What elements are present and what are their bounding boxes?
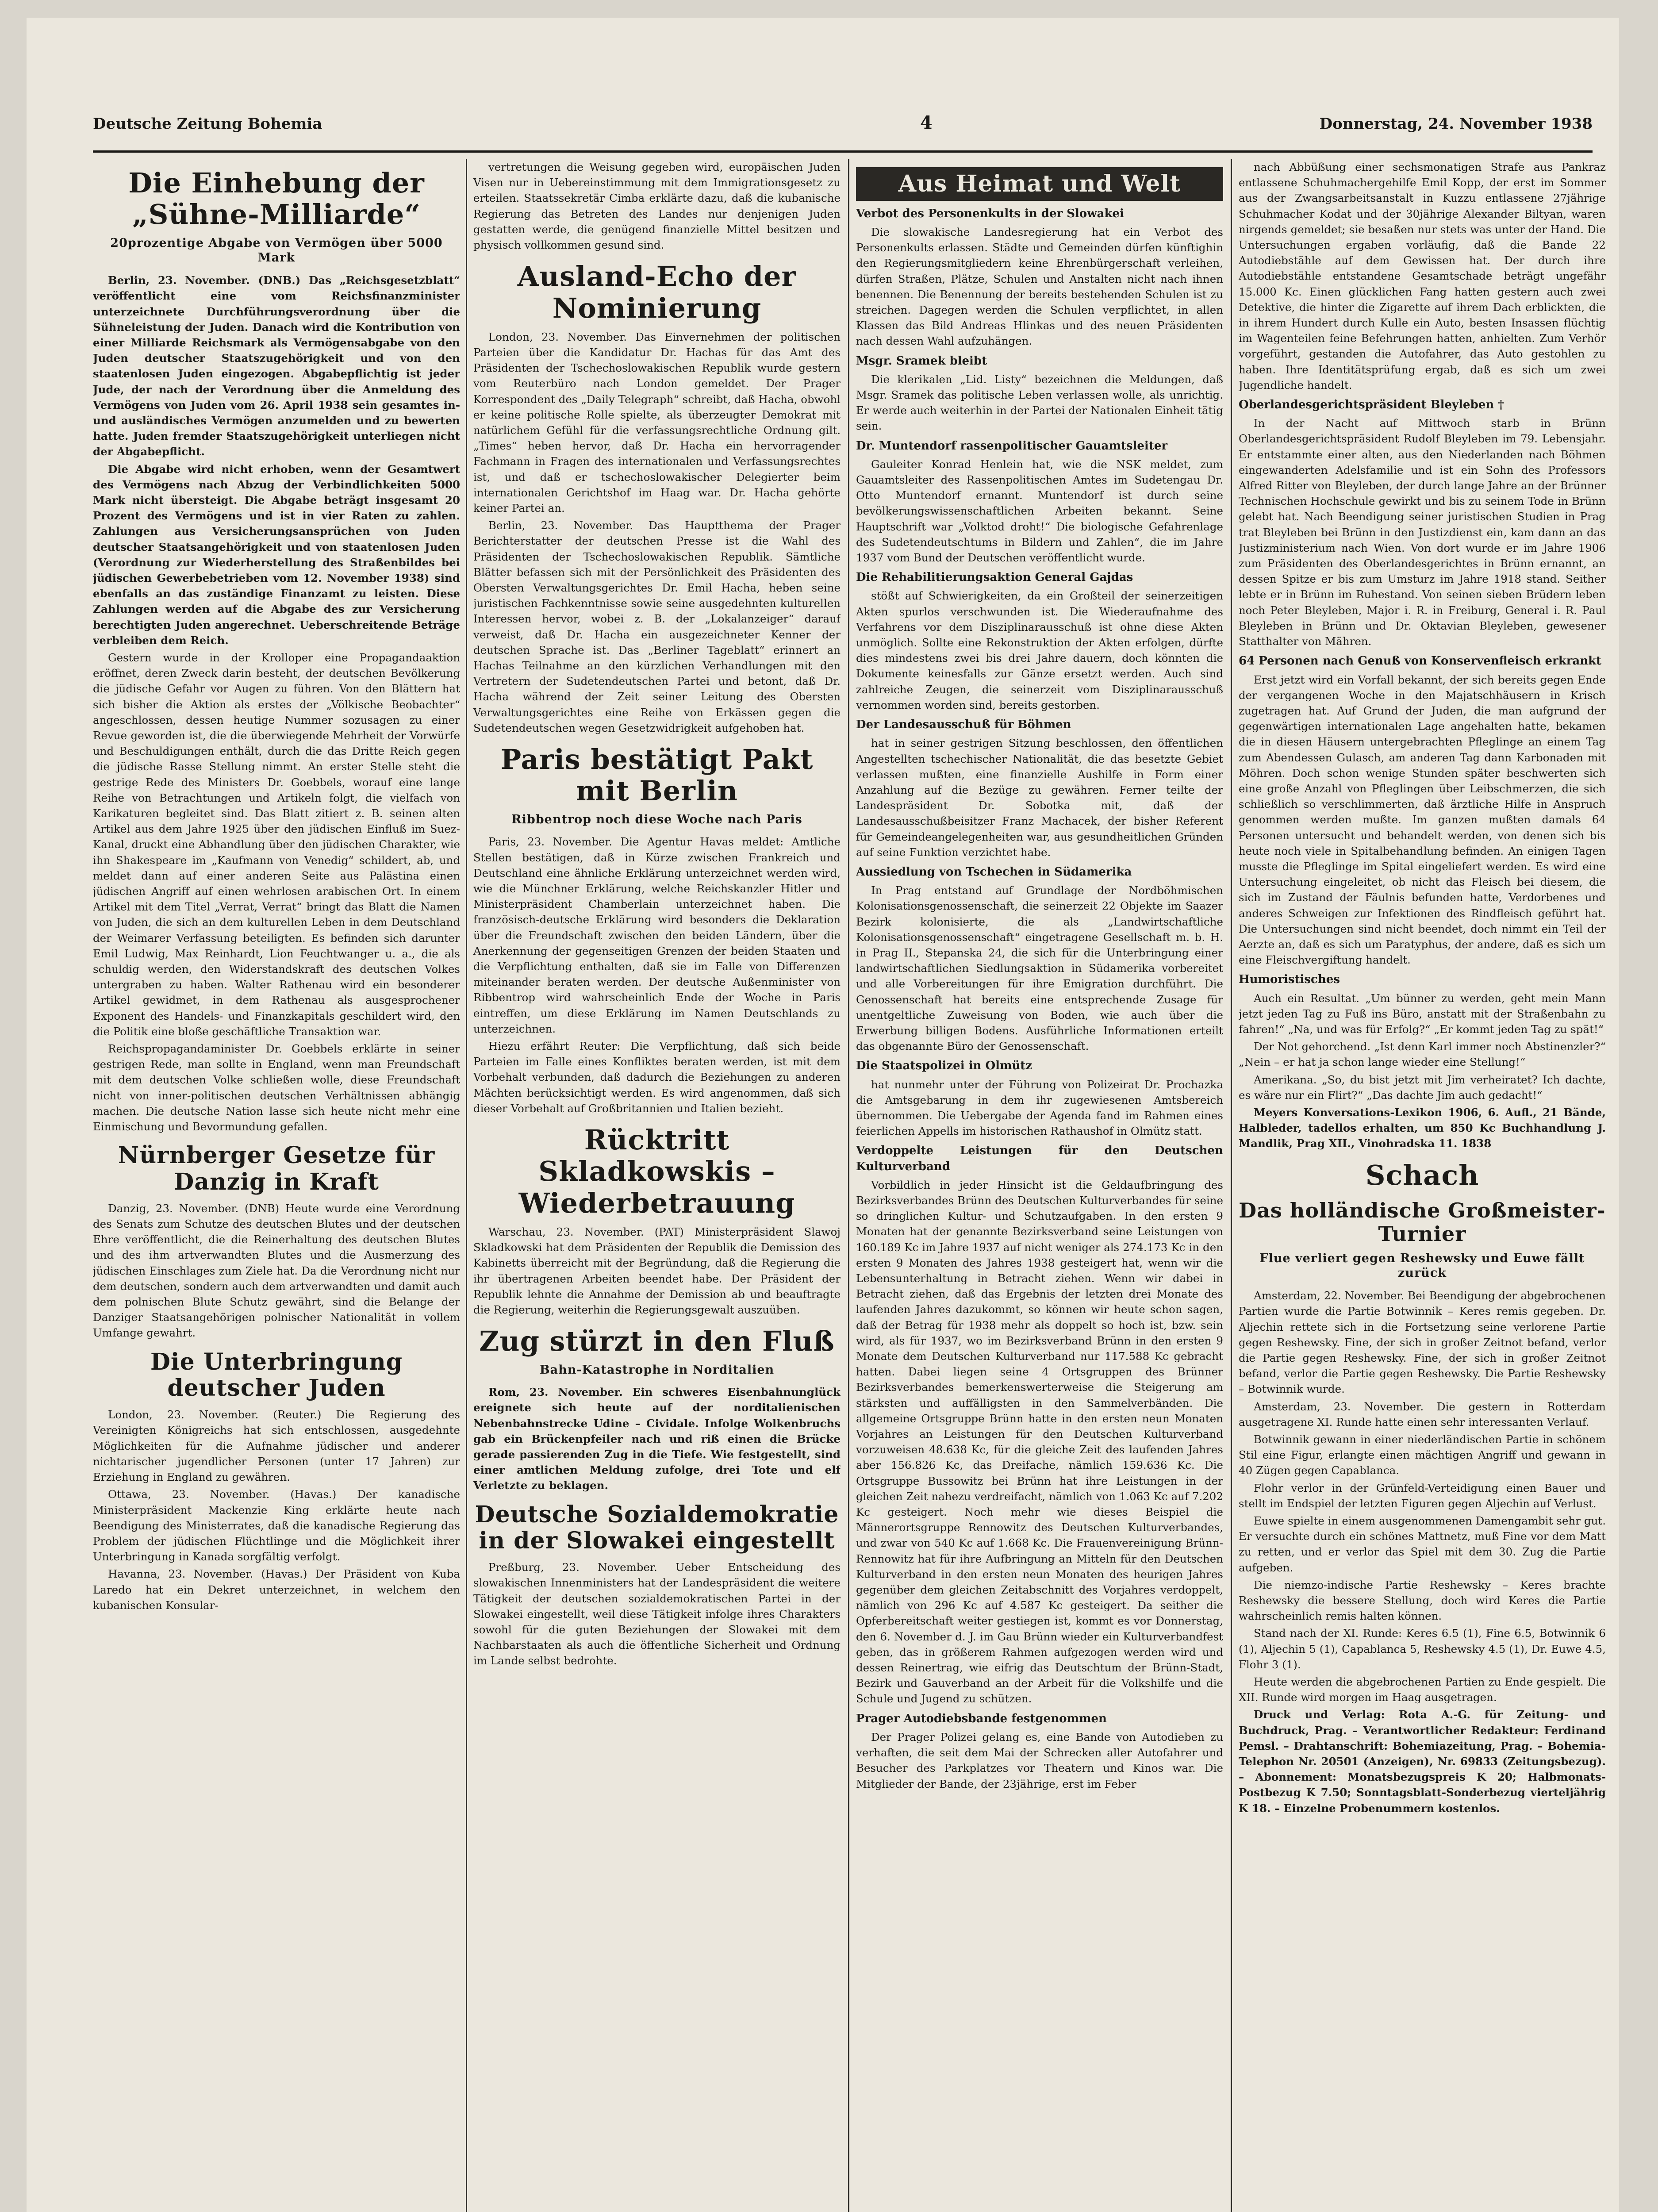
article-paragraph: Euwe spielte in einem ausgenommenen Damengambit sehr gut. Er versuchte durch ein schönes Mattnetz, muß Fine vor dem Matt zu retten, und er verlor das Spiel mit dem 30. Zug die Partie aufgeben. [1239,1514,1606,1574]
article-paragraph: hat nunmehr unter der Führung von Polizeirat Dr. Prochazka die Amtsgebarung in dem ihr zugewiesenen Amtsbereich übernommen. Die Uebergabe der Agenda fand im Rahmen eines feierlichen Appells im historischen Rathaushof in Olmütz statt. [856,1078,1223,1138]
section-kicker: Der Landesausschuß für Böhmen [856,718,1071,732]
section-kicker: Humoristisches [1239,973,1340,987]
article-paragraph: Havanna, 23. November. (Havas.) Der Präsident von Kuba Laredo hat ein Dekret unterzeichnet, in welchem den kubanischen Konsular- [93,1567,460,1612]
article-paragraph: Amsterdam, 22. November. Bei Beendigung der abgebrochenen Partien wurde die Partie Botwinnik – Keres remis gegeben. Dr. Aljechin rettete sich in die Fortsetzung seine verlorene Partie gegen Reshewsky. Fine, der sich in großer Zeitnot befand, verlor die Partie gegen Reshewsky. Fine, der sich in großer Zeitnot befand, verlor die Partie gegen Reshewsky. Die Partie Reshewsky – Botwinnik wurde. [1239,1289,1606,1396]
article-paragraph: Amsterdam, 23. November. Die gestern in Rotterdam ausgetragene XI. Runde hatte einen sehr interessanten Verlauf. [1239,1400,1606,1429]
article-paragraph: Die Abgabe wird nicht erhoben, wenn der Gesamtwert des Vermögens nach Abzug der Verbindlichkeiten 5000 Mark nicht übersteigt. Die Abgabe beträgt insgesamt 20 Prozent des Vermögens und ist in vier Raten zu zahlen. Zahlungen aus Versicherungsansprüchen von Juden deutscher Staatsangehörigkeit und von staatenlosen Juden (Verordnung zur Wiederherstellung des Straßenbildes bei jüdischen Gewerbebetrieben vom 12. November 1938) sind ebenfalls an das zuständige Finanzamt zu leisten. Diese Zahlungen werden auf die Abgabe des zur Versicherung berechtigten Juden angerechnet. Ueberschreitende Beträge verbleiben dem Reich. [93,462,460,647]
article-paragraph: London, 23. November. (Reuter.) Die Regierung des Vereinigten Königreichs hat sich entschlossen, ausgedehnte Möglichkeiten für die Aufnahme jüdischer und anderer nichtarischer jugendlicher Personen (unter 17 Jahren) zur Erziehung in England zu gewähren. [93,1408,460,1484]
article-paragraph: Paris, 23. November. Die Agentur Havas meldet: Amtliche Stellen bestätigen, daß in Kürze zwischen Frankreich und Deutschland eine ähnliche Erklärung unterzeichnet werden wird, wie die Münchner Erklärung, welche Reichskanzler Hitler und Ministerpräsident Chamberlain unterzeichnet haben. Die französisch-deutsche Erklärung wird besonders die Deklaration über die Freundschaft zwischen den beiden Ländern, über die Anerkennung der gegenseitigen Grenzen der beiden Staaten und die Verpflichtung enthalten, daß sie im Falle von Differenzen miteinander beraten werden. Der deutsche Außenminister von Ribbentrop wird wahrscheinlich Ende der Woche in Paris eintreffen, um diese Erklärung im Namen Deutschlands zu unterzeichnen. [473,835,841,1035]
article-paragraph: Flohr verlor in der Grünfeld-Verteidigung einen Bauer und stellt im Endspiel der letzten Figuren gegen Aljechin auf Verlust. [1239,1481,1606,1510]
column-divider [1231,159,1232,2212]
headline: Schach [1365,1159,1479,1191]
article-paragraph: Rom, 23. November. Ein schweres Eisenbahnunglück ereignete sich heute auf der norditalienischen Nebenbahnstrecke Udine – Cividale. Infolge Wolkenbruchs gab ein Brückenpfeiler nach und riß einen die Brücke gerade passierenden Zug in die Tiefe. Wie festgestellt, sind einer amtlichen Meldung zufolge, drei Tote und elf Verletzte zu beklagen. [473,1386,841,1492]
article-paragraph: Berlin, 23. November. (DNB.) Das „Reichsgesetzblatt“ veröffentlicht eine vom Reichsfinanzminister unterzeichnete Durchführungsverordnung über die Sühneleistung der Juden. Danach wird die Kontribution von einer Milliarde Reichsmark als Vermögensabgabe von den Juden deutscher Staatszugehörigkeit und von den staatenlosen Juden eingezogen. Abgabepflichtig ist jeder Jude, der nach der Verordnung über die Anmeldung des Vermögens von Juden vom 26. April 1938 sein gesamtes in- und ausländisches Vermögen anzumelden und zu bewerten hatte. Juden fremder Staatszugehörigkeit unterliegen nicht der Abgabepflicht. [93,274,460,458]
header-rule [93,150,1593,153]
headline: Nürnberger Gesetze für Danzig in Kraft [118,1142,435,1196]
article-paragraph: Danzig, 23. November. (DNB) Heute wurde eine Verordnung des Senats zum Schutze des deutschen Blutes und der deutschen Ehre veröffentlicht, die die Reinerhaltung des deutschen Blutes und des ihm artverwandten Blutes und die Ausmerzung des jüdischen Einschlages zum Ziele hat. Da die Verordnung nicht nur dem deutschen, sondern auch dem artverwandten und damit auch dem polnischen Blute Schutz gewährt, sind die Belange der Danziger Staatsangehörigen polnischer Nationalität in vollem Umfange gewahrt. [93,1202,460,1340]
article-paragraph: Amerikana. „So, du bist jetzt mit Jim verheiratet? Ich dachte, es wäre nur ein Flirt?“ „Das dachte Jim auch gedacht!“ [1239,1073,1606,1102]
headline: Das holländische Großmeister-Turnier [1239,1198,1606,1246]
article-paragraph: hat in seiner gestrigen Sitzung beschlossen, den öffentlichen Angestellten tschechischer Nationalität, die das besetzte Gebiet verlassen mußten, eine finanzielle Aushilfe in Form einer Anzahlung auf die Bezüge zu gewähren. Ferner teilte der Landespräsident Dr. Sobotka mit, daß der Landesausschußbeisitzer Franz Machacek, der bisher Referent für Gemeindeangelegenheiten war, aus gesundheitlichen Gründen auf seine Funktion verzichtet habe. [856,737,1223,859]
article-paragraph: Gestern wurde in der Krolloper eine Propagandaaktion eröffnet, deren Zweck darin besteht, der deutschen Bevölkerung die jüdische Gefahr vor Augen zu führen. Von den Blättern hat sich bisher die Aktion als erstes der „Völkische Beobachter“ angeschlossen, dessen heutige Nummer sozusagen zu einer Revue geworden ist, die die überwiegende Mehrheit der Vorwürfe und Beschuldigungen enthält, durch die das Dritte Reich gegen die jüdische Rasse Stellung nimmt. An erster Stelle steht die gestrige Rede des Ministers Dr. Goebbels, worauf eine lange Reihe von Betrachtungen und Artikeln folgt, die vielfach von Karikaturen begleitet sind. Das Blatt zitiert z. B. seinen alten Artikel aus dem Jahre 1925 über den jüdischen Einfluß im Suez-Kanal, druckt eine Abhandlung über den jüdischen Charakter, wie ihn Shakespeare im „Kaufmann von Venedig“ schildert, ab, und meldet dann auf einer anderen Seite aus Palästina einen jüdischen Angriff auf einen wehrlosen arabischen Ort. In einem Artikel mit dem Titel „Verrat, Verrat“ bringt das Blatt die Namen von Juden, die sich an dem kulturellen Leben in dem Deutschland der Weimarer Verfassung beteiligten. Es befinden sich darunter Emil Ludwig, Max Reinhardt, Lion Feuchtwanger u. a., die als schuldig werden, den Widerstandskraft des deutschen Volkes untergraben zu haben. Walter Rathenau wird ein besonderer Artikel gewidmet, in dem Rathenau als ausgesprochener Exponent des Handels- und Finanzkapitals geschildert wird, den die Politik eine bloße geschäftliche Transaktion war. [93,651,460,1038]
headline: Die Unterbringung deutscher Juden [150,1348,403,1402]
subheadline: Flue verliert gegen Reshewsky und Euwe fällt zurück [1259,1251,1585,1280]
subheadline: Ribbentrop noch diese Woche nach Paris [511,812,802,826]
article-paragraph: Der Prager Polizei gelang es, eine Bande von Autodieben zu verhaften, die seit dem Mai der Schrecken aller Autofahrer und Besucher des Parkplatzes vor Theatern und Kinos war. Die Mitglieder der Bande, der 23jährige, erst im Feber [856,1730,1223,1790]
subheadline: Bahn-Katastrophe in Norditalien [539,1363,775,1377]
column-divider [466,159,467,2212]
article-paragraph: Auch ein Resultat. „Um bünner zu werden, geht mein Mann jetzt jeden Tag zu Fuß ins Büro, anstatt mit der Straßenbahn zu fahren!“ „Na, und was für Erfolg?“ „Er kommt jeden Tag zu spät!“ [1239,991,1606,1036]
article-paragraph: Druck und Verlag: Rota A.-G. für Zeitung- und Buchdruck, Prag. – Verantwortlicher Redakteur: Ferdinand Pemsl. – Drahtanschrift: Bohemiazeitung, Prag. – Bohemia-Telephon Nr. 20501 (Anzeigen), Nr. 69833 (Zeitungsbezug). – Abonnement: Monatsbezugspreis K 20; Halbmonats-Postbezug K 7.50; Sonntagsblatt-Sonderbezug vierteljährig K 18. – Einzelne Probenummern kostenlos. [1239,1708,1606,1815]
article-paragraph: Stand nach der XI. Runde: Keres 6.5 (1), Fine 6.5, Botwinnik 6 (1), Aljechin 5 (1), Capablanca 5, Reshewsky 4.5 (1), Dr. Euwe 4.5, Flohr 3 (1). [1239,1627,1606,1671]
article-paragraph: Warschau, 23. November. (PAT) Ministerpräsident Slawoj Skladkowski hat dem Präsidenten der Republik die Demission des Kabinetts überreicht mit der Begründung, daß die Regierung die ihr übertragenen Arbeiten beendet habe. Der Präsident der Republik lehnte die Annahme der Demission ab und beauftragte die Regierung, weiterhin die Regierungsgewalt auszuüben. [473,1225,841,1316]
article-paragraph: Reichspropagandaminister Dr. Goebbels erklärte in seiner gestrigen Rede, man sollte in England, wenn man Freundschaft mit dem deutschen Volke schließen wolle, diese Freundschaft nicht von inner-politischen deutschen Verhältnissen abhängig machen. Die deutsche Nation lasse sich heute nicht mehr eine Einmischung und Bevormundung gefallen. [93,1042,460,1133]
newspaper-page [27,18,1619,2212]
headline: Aus Heimat und Welt [856,167,1223,201]
article-paragraph: Preßburg, 23. November. Ueber Entscheidung des slowakischen Innenministers hat der Landespräsident die weitere Tätigkeit der deutschen sozialdemokratischen Partei in der Slowakei eingestellt, weil diese Tätigkeit infolge ihres Charakters sowohl für die guten Beziehungen der Slowakei mit dem Nachbarstaaten als auch die öffentliche Sicherheit und Ordnung im Lande selbst bedrohte. [473,1561,841,1667]
article-paragraph: In der Nacht auf Mittwoch starb in Brünn Oberlandesgerichtspräsident Rudolf Bleyleben im 79. Lebensjahr. Er entstammte einer alten, aus den Niederlanden nach Böhmen eingewanderten Adelsfamilie und ist ein Sohn des Professors Alfred Ritter von Bleyleben, der durch lange Jahre an der Brünner Technischen Hochschule gewirkt und bis zu seinem Tode in Brünn gelebt hat. Nach Beendigung seiner juristischen Studien in Prag trat Bleyleben bei Brünn in den Justizdienst ein, kam dann an das Justizministerium nach Wien. Von dort wurde er im Jahre 1906 zum Präsidenten des Oberlandesgerichtes in Brünn ernannt, an dessen Spitze er bis zum Umsturz im Jahre 1918 stand. Seither lebte er in Brünn im Ruhestand. Von seinen sieben Brüdern leben noch Peter Bleyleben, Major i. R. in Freiburg, General i. R. Paul Bleyleben in Brünn und Dr. Oktavian Bleyleben, gewesener Statthalter von Mähren. [1239,417,1606,648]
article-paragraph: Die klerikalen „Lid. Listy“ bezeichnen die Meldungen, daß Msgr. Sramek das politische Leben verlassen wolle, als unrichtig. Er werde auch weiterhin in der Partei der Nationalen Einheit tätig sein. [856,373,1223,433]
column-2 [473,159,841,2212]
section-kicker: Verbot des Personenkults in der Slowakei [856,207,1124,220]
article-paragraph: Vorbildlich in jeder Hinsicht ist die Geldaufbringung des Bezirksverbandes Brünn des Deutschen Kulturverbandes für seine so dringlichen Kultur- und Schutzaufgaben. In den ersten 9 Monaten hat der genannte Bezirksverband seine Leistungen von 160.189 Kc im Jahre 1937 auf nicht weniger als 274.173 Kc in den ersten 9 Monaten des Jahres 1938 gesteigert hat, wenn wir die Lebensunterhaltung in Betracht ziehen. Wenn wir dabei in Betracht ziehen, daß das Ergebnis der letzten drei Monate des laufenden Jahres dazukommt, so können wir heute schon sagen, daß der Betrag für 1938 mehr als doppelt so hoch ist, bzw. sein wird, als für 1937, wo im Bezirksverband Brünn in den ersten 9 Monate dem Deutschen Kulturverband nur 117.588 Kc gebracht hatten. Dabei liegen seine 4 Ortsgruppen des Brünner Bezirksverbandes bemerkenswerterweise die Steigerung am stärksten und auffälligsten in den Sammelverbänden. Die allgemeine Ortsgruppe Brünn hatte in den ersten neun Monaten Vorjahres an Leistungen für den Deutschen Kulturverband vorzuweisen 48.638 Kc, für die gleiche Zeit des laufenden Jahres aber 156.826 Kc, das Dreifache, nämlich 159.636 Kc. Die Ortsgruppe Bussowitz bei Brünn hat ihre Leistungen in der gleichen Zeit nahezu verdreifacht, nämlich von 1.063 Kc auf 7.202 Kc gesteigert. Noch mehr wie dieses Beispiel die Männerortsgruppe Rennowitz des Deutschen Kulturverbandes, und zwar von 540 Kc auf 1.668 Kc. Die Frauenvereinigung Brünn-Rennowitz hat für ihre Aufbringung an Mitteln für den Deutschen Kulturverband in den ersten neun Monaten des heurigen Jahres gegenüber dem gleichen Zeitabschnitt des Vorjahres verdoppelt, nämlich von 296 Kc auf 4.587 Kc gesteigert. Da seither die Opferbereitschaft weiter gestiegen ist, kommt es vor Donnerstag, den 6. November d. J. im Gau Brünn wieder ein Kulturverbandfest geben, das in größerem Rahmen aufgezogen werden wird und dessen Reinertrag, wie eifrig das Deutschtum der Brünn-Stadt, Bezirk und Gauverband an der Arbeit für die Volkshilfe und die Schule und Jugend zu schützen. [856,1178,1223,1705]
headline: Ausland-Echo der Nominierung [517,260,797,324]
headline: Rücktritt Skladkowskis – Wiederbetrauung [518,1124,795,1219]
headline: Die Einhebung der „Sühne-Milliarde“ [128,167,425,231]
column-4 [1239,159,1606,2212]
running-header [93,112,1593,142]
section-kicker: Prager Autodiebsbande festgenommen [856,1712,1107,1725]
section-kicker: Aussiedlung von Tschechen in Südamerika [856,865,1132,879]
article-paragraph: Berlin, 23. November. Das Hauptthema der Prager Berichterstatter der deutschen Presse ist die Wahl des Präsidenten der Tschechoslowakischen Republik. Sämtliche Blätter befassen sich mit der Persönlichkeit des Präsidenten des Obersten Verwaltungsgerichtes Dr. Emil Hacha, heben seine juristischen Fachkenntnisse sowie seine ausgedehnten kulturellen Interessen hervor, wobei z. B. der „Lokalanzeiger“ darauf verweist, daß Dr. Hacha ein ausgezeichneter Kenner der deutschen Sprache ist. Das „Berliner Tageblatt“ erinnert an Hachas Teilnahme an den kürzlichen Verhandlungen mit den Vertretern der Sudetendeutschen Partei und betont, daß Dr. Hacha während der Zeit seiner Leitung des Obersten Verwaltungsgerichtes eine Reihe von Erkässen gegen die Sudetendeutschen wegen Gesetzwidrigkeit aufgehoben hat. [473,519,841,734]
article-paragraph: Die slowakische Landesregierung hat ein Verbot des Personenkults erlassen. Städte und Gemeinden dürfen künftighin den Regierungsmitgliedern keine Ehrenbürgerschaft verleihen, dürfen Straßen, Plätze, Schulen und Anstalten nicht nach ihnen benennen. Die Benennung der bereits bestehenden Schulen ist zu streichen. Dagegen werden die Schulen verpflichtet, in allen Klassen das Bild Andreas Hlinkas und des neuen Präsidenten nach dessen Wahl aufzuhängen. [856,226,1223,348]
section-kicker: Die Staatspolizei in Olmütz [856,1059,1032,1073]
article-paragraph: Der Not gehorchend. „Ist denn Karl immer noch Abstinenzler?“ „Nein – er hat ja schon lange wieder eine Stellung!“ [1239,1040,1606,1069]
subheadline: 20prozentige Abgabe von Vermögen über 5000 Mark [110,236,443,265]
article-paragraph: Botwinnik gewann in einer niederländischen Partie in schönem Stil eine Figur, erlangte einen mächtigen Angriff und gewann in 40 Zügen gegen Capablanca. [1239,1433,1606,1477]
section-kicker: 64 Personen nach Genuß von Konservenfleisch erkrankt [1239,654,1602,668]
article-paragraph: Heute werden die abgebrochenen Partien zu Ende gespielt. Die XII. Runde wird morgen im Haag ausgetragen. [1239,1675,1606,1704]
column-divider [848,159,849,2212]
headline: Paris bestätigt Pakt mit Berlin [500,743,814,807]
article-paragraph: Erst jetzt wird ein Vorfall bekannt, der sich bereits gegen Ende der vergangenen Woche in den Majatschhäusern in Krisch zugetragen hat. Auf Grund der Juden, die man aufgrund der gegenwärtigen internationalen Lage angehalten hatte, bekamen die in diesen Häusern untergebrachten Pfleglinge an einem Tag zum Abendessen Gulasch, am anderen Tag dann Karbonaden mit Möhren. Doch schon wenige Stunden später beschwerten sich eine große Anzahl von Pfleglingen über Leibschmerzen, die sich schließlich so verschlimmerten, daß ärztliche Hilfe in Anspruch genommen werden mußte. Im ganzen mußten damals 64 Personen untersucht und behandelt werden, von denen sich bis heute noch viele in Spitalbehandlung befinden. An einigen Tagen musste die Pfleglinge im Spital eingeliefert werden. Es wird eine Untersuchung eingeleitet, ob nicht das Fleisch bei diesem, die sich im Zustand der Fäulnis befunden hatte, Verdorbenes und anderes Schweigen zur Infektionen des Rindfleisch geführt hat. Die Untersuchungen sind nicht beendet, doch nimmt ein Teil der Aerzte an, daß es sich um Paratyphus, der andere, daß es sich um eine Fleischvergiftung handelt. [1239,673,1606,967]
section-kicker: Msgr. Sramek bleibt [856,354,987,368]
page-number: 4 [920,112,933,133]
column-1 [93,159,460,2212]
column-3 [856,159,1223,2212]
article-paragraph: In Prag entstand auf Grundlage der Nordböhmischen Kolonisationsgenossenschaft, die seinerzeit 22 Objekte im Saazer Bezirk kolonisierte, die als „Landwirtschaftliche Kolonisationsgenossenschaft“ eingetragene Gesellschaft m. b. H. in Prag II., Stepanska 24, die sich für die Unterbringung einer landwirtschaftlichen Siedlungsaktion in Südamerika vorbereitet und alle Vorbereitungen für ihre Emigration durchführt. Die Genossenschaft hat bereits eine entsprechende Zusage für unentgeltliche Zuweisung von Boden, wie auch über die Erwerbung billigen Bodens. Ausführliche Informationen erteilt das obgenannte Büro der Genossenschaft. [856,884,1223,1053]
article-paragraph: stößt auf Schwierigkeiten, da ein Großteil der seinerzeitigen Akten spurlos verschwunden ist. Die Wiederaufnahme des Verfahrens vor dem Disziplinarausschuß ist ohne diese Akten unmöglich. Sollte eine Rekonstruktion der Akten erfolgen, dürfte dies mindestens zwei bis drei Jahre dauern, doch könnten die Dokumente keinesfalls zur Gänze ersetzt werden. Auch sind zahlreiche Zeugen, die seinerzeit vom Disziplinarausschuß vernommen worden sind, bereits gestorben. [856,589,1223,711]
article-paragraph: nach Abbüßung einer sechsmonatigen Strafe aus Pankraz entlassene Schuhmachergehilfe Emil Kopp, der erst im Sommer aus der Zwangsarbeitsanstalt in Kuzzu entlassene 27jährige Schuhmacher Kodat und der 30jährige Alexander Biltyan, waren nirgends gemeldet; sie besaßen nur stets was unter der Hand. Die Untersuchungen ergaben vorläufig, daß die Bande 22 Autodiebstähle auf dem Gewissen hat. Der durch ihre Autodiebstähle entstandene Gesamtschade beträgt ungefähr 15.000 Kc. Einen glücklichen Fang hatten gestern auch zwei Detektive, die hinter die Zigarette auf ihrem Dach erblickten, die in ihrem Hundert durch Kulle ein Auto, besten Insassen flüchtig im Wagenteilen feine Befehrungen hatten, anhielten. Zum Verhör vorgeführt, gestanden die Autofahrer, das Auto gestohlen zu haben. Ihre Identitätsprüfung ergab, daß es sich um zwei Jugendliche handelt. [1239,161,1606,392]
paper-name: Deutsche Zeitung Bohemia [93,115,322,133]
issue-date: Donnerstag, 24. November 1938 [1319,115,1593,133]
article-paragraph: Ottawa, 23. November. (Havas.) Der kanadische Ministerpräsident Mackenzie King erklärte heute nach Beendigung des Ministerrates, daß die kanadische Regierung das Problem der jüdischen Flüchtlinge und die Möglichkeit ihrer Unterbringung in Kanada sorgfältig verfolgt. [93,1488,460,1563]
section-kicker: Verdoppelte Leistungen für den Deutschen Kulturverband [856,1144,1223,1173]
article-paragraph: Gauleiter Konrad Henlein hat, wie die NSK meldet, zum Gauamtsleiter des Rassenpolitischen Amtes im Sudetengau Dr. Otto Muntendorf ernannt. Muntendorf ist durch seine bevölkerungswissenschaftlichen Arbeiten bekannt. Seine Hauptschrift war „Volktod droht!“ Die biologische Gefahrenlage des Sudetendeutschtums in Bildern und Zahlen“, die im Jahre 1937 vom Bund der Deutschen veröffentlicht wurde. [856,457,1223,565]
article-paragraph: Die niemzo-indische Partie Reshewsky – Keres brachte Reshewsky die bessere Stellung, doch wird Keres die Partie wahrscheinlich remis halten können. [1239,1578,1606,1623]
article-paragraph: Hiezu erfährt Reuter: Die Verpflichtung, daß sich beide Parteien im Falle eines Konfliktes beraten werden, ist mit dem Vorbehalt verbunden, daß dadurch die Beziehungen zu anderen Mächten berücksichtigt werden. Es wird angenommen, daß sich dieser Vorbehalt auf Großbritannien und Italien bezieht. [473,1040,841,1115]
section-kicker: Dr. Muntendorf rassenpolitischer Gauamtsleiter [856,439,1168,453]
headline: Zug stürzt in den Fluß [479,1325,835,1358]
article-paragraph: vertretungen die Weisung gegeben wird, europäischen Juden Visen nur in Uebereinstimmung mit dem Immigrationsgesetz zu erteilen. Staatssekretär Cimba erklärte dazu, daß die kubanische Regierung das Betreten des Landes nur denjenigen Juden gestatten werde, die genügend finanzielle Mittel besitzen und physisch vollkommen gesund sind. [473,161,841,252]
headline: Deutsche Sozialdemokratie in der Slowakei eingestellt [475,1501,839,1555]
article-paragraph: London, 23. November. Das Einvernehmen der politischen Parteien über die Kandidatur Dr. Hachas für das Amt des Präsidenten der Tschechoslowakischen Republik wurde gestern vom Reuterbüro nach London gemeldet. Der Prager Korrespondent des „Daily Telegraph“ schreibt, daß Hacha, obwohl er keine politische Rolle spielte, als überzeugter Demokrat mit natürlichem Gefühl für die verfassungsrechtliche Ordnung gilt. „Times“ heben hervor, daß Dr. Hacha ein hervorragender Fachmann in Fragen des internationalen und Verfassungsrechtes ist, und daß er tschechoslowakischer Delegierter beim internationalen Gerichtshof im Haag war. Dr. Hacha gehörte keiner Partei an. [473,330,841,515]
article-paragraph: Meyers Konversations-Lexikon 1906, 6. Aufl., 21 Bände, Halbleder, tadellos erhalten, um 850 Kc Buchhandlung J. Mandlik, Prag XII., Vinohradska 11. 1838 [1239,1106,1606,1150]
section-kicker: Oberlandesgerichtspräsident Bleyleben † [1239,398,1504,412]
section-kicker: Die Rehabilitierungsaktion General Gajdas [856,571,1133,584]
